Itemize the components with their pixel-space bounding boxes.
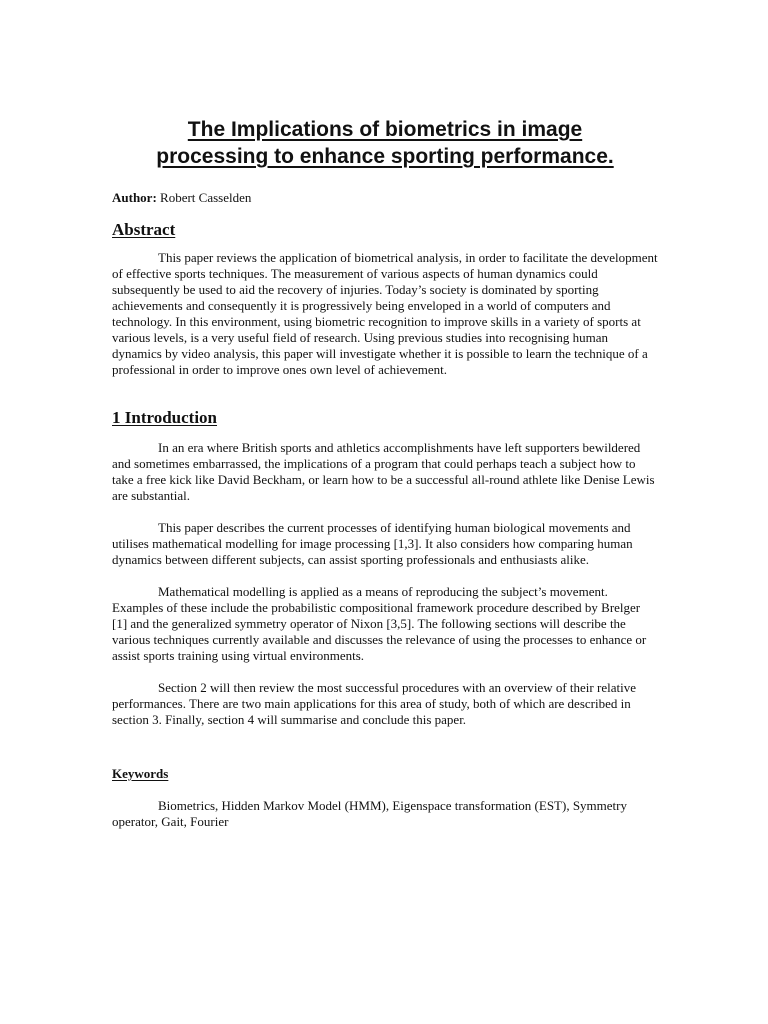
introduction-paragraph-3: Mathematical modelling is applied as a means of reproducing the subject’s movement. Examples of these include the probabilistic compositional framework procedure described by Brelger [1] and the generalized symmetry operator of Nixon [3,5]. The following sections will describe the various techniques currently available and discusses the relevance of using the processes to enhance or assist sports training using virtual environments.: [112, 584, 647, 663]
paper-title: [112, 116, 658, 170]
introduction-paragraph-2: This paper describes the current processes of identifying human biological movements and utilises mathematical modelling for image processing [1,3]. It also considers how comparing human dynamics between different subjects, can assist sporting professionals and enthusiasts alike.: [112, 520, 633, 567]
keywords-paragraph: Biometrics, Hidden Markov Model (HMM), Eigenspace transformation (EST), Symmetry operator, Gait, Fourier: [112, 798, 627, 829]
author-name: Robert Casselden: [160, 190, 252, 205]
introduction-paragraph-1: In an era where British sports and athletics accomplishments have left supporters bewildered and sometimes embarrassed, the implications of a program that could perhaps teach a subject how to take a free kick like David Beckham, or learn how to be a successful all-round athlete like Denise Lewis are substantial.: [112, 440, 655, 503]
introduction-heading: 1 Introduction: [112, 408, 218, 427]
keywords-heading: Keywords: [112, 766, 169, 781]
introduction-paragraph-4: Section 2 will then review the most successful procedures with an overview of their relative performances. There are two main applications for this area of study, both of which are described in section 3. Finally, section 4 will summarise and conclude this paper.: [112, 680, 636, 727]
paper-page: [112, 0, 658, 830]
author-line: [112, 190, 658, 206]
paper-title-line-2: processing to enhance sporting performance.: [156, 145, 614, 168]
abstract-paragraph: This paper reviews the application of biometrical analysis, in order to facilitate the development of effective sports techniques. The measurement of various aspects of human dynamics could subsequently be used to aid the recovery of injuries. Today’s society is dominated by sporting achievements and consequently it is progressively being enveloped in a world of computers and technology. In this environment, using biometric recognition to improve skills in a variety of sports at various levels, is a very useful field of research. Using previous studies into recognising human dynamics by video analysis, this paper will investigate whether it is possible to learn the technique of a professional in order to improve ones own level of achievement.: [112, 250, 658, 377]
paper-title-line-1: The Implications of biometrics in image: [187, 118, 583, 141]
abstract-heading: Abstract: [112, 220, 176, 239]
author-label: Author:: [112, 190, 157, 205]
